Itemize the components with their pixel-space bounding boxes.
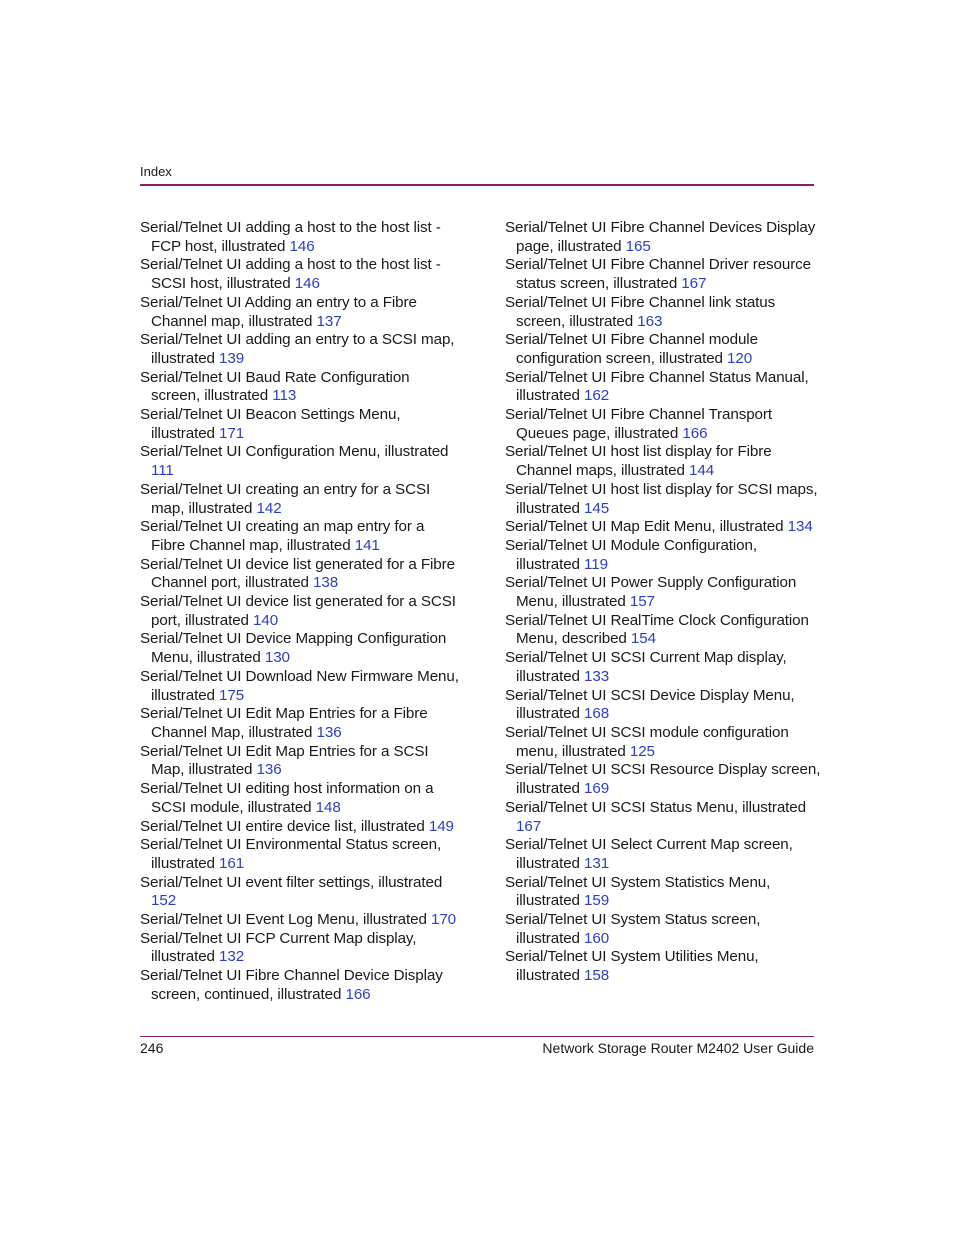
index-entry [505, 219, 823, 256]
index-page-link[interactable]: 131 [584, 854, 610, 872]
index-entry [505, 874, 823, 911]
index-page-link[interactable]: 136 [256, 761, 282, 779]
index-page-link[interactable]: 120 [727, 349, 753, 367]
index-page-link[interactable]: 165 [625, 237, 651, 255]
index-entry-text: Serial/Telnet UI Device Mapping Configuration Menu, illustrated [140, 630, 447, 667]
index-page-link[interactable]: 146 [289, 237, 315, 255]
index-entry [140, 780, 462, 817]
index-entry-text: Serial/Telnet UI SCSI Resource Display screen, illustrated [505, 761, 821, 798]
index-page-link[interactable]: 148 [315, 798, 341, 816]
index-page-link[interactable]: 111 [151, 462, 174, 480]
index-page-link[interactable]: 157 [629, 593, 655, 611]
index-entry [140, 911, 462, 930]
index-entry [505, 687, 823, 724]
index-page-link[interactable]: 149 [428, 817, 454, 835]
index-entry [140, 874, 462, 911]
index-page-link[interactable]: 140 [253, 611, 279, 629]
index-entry [505, 256, 823, 293]
index-entry [140, 743, 462, 780]
index-entry-text: Serial/Telnet UI host list display for SCSI maps, illustrated [505, 480, 818, 517]
index-entry-text: Serial/Telnet UI event filter settings, illustrated [140, 873, 443, 891]
index-entry [505, 369, 823, 406]
index-entry-text: Serial/Telnet UI editing host information on a SCSI module, illustrated [140, 780, 434, 816]
index-page-link[interactable]: 119 [584, 555, 608, 573]
index-entry-text: Serial/Telnet UI System Statistics Menu, illustrated [505, 873, 771, 910]
index-page-link[interactable]: 144 [689, 462, 715, 480]
index-entry-text: Serial/Telnet UI Power Supply Configuration Menu, illustrated [505, 574, 797, 611]
index-entry-text: Serial/Telnet UI host list display for Fibre Channel maps, illustrated [505, 443, 772, 480]
index-entry [140, 630, 462, 667]
index-entry-text: Serial/Telnet UI adding a host to the host list - FCP host, illustrated [140, 219, 441, 255]
index-entry [505, 518, 823, 537]
index-page-link[interactable]: 130 [264, 649, 290, 667]
index-entry [505, 537, 823, 574]
index-entry [505, 799, 823, 836]
index-entry-text: Serial/Telnet UI Fibre Channel Device Display screen, continued, illustrated [140, 967, 443, 1003]
index-entry [505, 481, 823, 518]
index-page-link[interactable]: 168 [584, 705, 610, 723]
index-entry [140, 219, 462, 256]
index-page-link[interactable]: 171 [219, 424, 245, 442]
index-entry-text: Serial/Telnet UI creating an map entry for a Fibre Channel map, illustrated [140, 518, 425, 554]
index-page-link[interactable]: 146 [294, 275, 320, 293]
index-page-link[interactable]: 136 [316, 723, 342, 741]
index-page-link[interactable]: 145 [584, 499, 610, 517]
index-entry [140, 818, 462, 837]
index-page-link[interactable]: 113 [272, 387, 297, 405]
index-entry-text: Serial/Telnet UI Fibre Channel Transport Queues page, illustrated [505, 406, 772, 442]
index-entry-text: Serial/Telnet UI device list generated for a SCSI port, illustrated [140, 593, 456, 629]
index-entry-text: Serial/Telnet UI Baud Rate Configuration screen, illustrated [140, 368, 410, 405]
index-page-link[interactable]: 161 [219, 854, 245, 872]
index-entry-text: Serial/Telnet UI SCSI module configuration menu, illustrated [505, 723, 789, 760]
index-column-left [140, 219, 462, 1005]
index-page-link[interactable]: 125 [629, 742, 655, 760]
index-entry [140, 556, 462, 593]
index-entry-text: Serial/Telnet UI Download New Firmware Menu, illustrated [140, 667, 459, 704]
index-entry [140, 967, 462, 1004]
index-entry-text: Serial/Telnet UI System Utilities Menu, illustrated [505, 948, 759, 985]
index-page-link[interactable]: 169 [584, 780, 610, 798]
index-page-link[interactable]: 162 [584, 387, 610, 405]
index-entry [505, 724, 823, 761]
index-entry [140, 406, 462, 443]
index-entry-text: Serial/Telnet UI Edit Map Entries for a Fibre Channel Map, illustrated [140, 705, 428, 741]
running-header: Index [140, 164, 172, 179]
index-entry-text: Serial/Telnet UI SCSI Current Map display, illustrated [505, 649, 787, 685]
index-column-right [505, 219, 823, 986]
index-entry [505, 331, 823, 368]
index-entry [140, 256, 462, 293]
index-entry-text: Serial/Telnet UI Environmental Status screen, illustrated [140, 836, 442, 872]
index-entry-text: Serial/Telnet UI Beacon Settings Menu, illustrated [140, 406, 401, 442]
index-page-link[interactable]: 134 [787, 518, 813, 536]
index-entry-text: Serial/Telnet UI Event Log Menu, illustrated [140, 911, 427, 929]
index-entry [140, 668, 462, 705]
index-entry [505, 443, 823, 480]
index-entry [505, 911, 823, 948]
index-entry-text: Serial/Telnet UI Configuration Menu, illustrated [140, 443, 449, 461]
index-entry [505, 612, 823, 649]
book-title: Network Storage Router M2402 User Guide [542, 1040, 814, 1056]
index-page-link[interactable]: 170 [430, 911, 457, 929]
index-entry [505, 649, 823, 686]
page-number: 246 [140, 1040, 164, 1056]
footer-rule [140, 1036, 814, 1037]
index-entry [140, 518, 462, 555]
index-page-link[interactable]: 160 [584, 929, 610, 947]
index-entry-text: Serial/Telnet UI Edit Map Entries for a SCSI Map, illustrated [140, 742, 429, 779]
index-page-link[interactable]: 159 [584, 892, 610, 910]
index-page-link[interactable]: 154 [630, 630, 656, 648]
header-rule [140, 184, 814, 186]
index-entry [505, 294, 823, 331]
index-entry-text: Serial/Telnet UI Module Configuration, illustrated [505, 536, 757, 573]
index-entry-text: Serial/Telnet UI RealTime Clock Configuration Menu, described [505, 611, 809, 648]
index-entry [140, 836, 462, 873]
index-entry-text: Serial/Telnet UI Fibre Channel Devices Display page, illustrated [505, 219, 816, 255]
index-entry [505, 761, 823, 798]
index-page-link[interactable]: 141 [354, 536, 380, 554]
index-page-link[interactable]: 163 [637, 312, 663, 330]
index-entry [140, 294, 462, 331]
index-entry-text: Serial/Telnet UI Fibre Channel Status Manual, illustrated [505, 368, 809, 405]
index-entry-text: Serial/Telnet UI creating an entry for a SCSI map, illustrated [140, 480, 431, 517]
index-page-link[interactable]: 152 [151, 892, 177, 910]
index-page-link[interactable]: 166 [345, 985, 371, 1003]
index-entry [140, 443, 462, 480]
index-entry-text: Serial/Telnet UI SCSI Status Menu, illustrated [505, 798, 806, 816]
index-entry [140, 369, 462, 406]
index-entry-text: Serial/Telnet UI SCSI Device Display Menu, illustrated [505, 686, 795, 723]
index-page-link[interactable]: 132 [219, 948, 245, 966]
index-entry [140, 481, 462, 518]
index-entry-text: Serial/Telnet UI Fibre Channel module configuration screen, illustrated [505, 331, 758, 367]
index-page-link[interactable]: 158 [584, 967, 610, 985]
index-entry-text: Serial/Telnet UI System Status screen, illustrated [505, 911, 761, 947]
index-entry-text: Serial/Telnet UI Map Edit Menu, illustrated [505, 518, 784, 536]
index-page-link[interactable]: 139 [219, 349, 245, 367]
index-page-link[interactable]: 175 [219, 686, 245, 704]
index-page-link[interactable]: 166 [682, 424, 708, 442]
index-page-link[interactable]: 167 [681, 275, 707, 293]
index-entry-text: Serial/Telnet UI FCP Current Map display, illustrated [140, 929, 417, 966]
index-page-link[interactable]: 137 [316, 312, 342, 330]
index-entry-text: Serial/Telnet UI adding an entry to a SCSI map, illustrated [140, 331, 455, 367]
index-entry [505, 574, 823, 611]
index-entry-text: Serial/Telnet UI Fibre Channel link status screen, illustrated [505, 293, 776, 330]
index-entry [505, 406, 823, 443]
index-entry [140, 331, 462, 368]
index-entry [505, 836, 823, 873]
index-entry-text: Serial/Telnet UI Adding an entry to a Fibre Channel map, illustrated [140, 293, 417, 330]
index-entry-text: Serial/Telnet UI Fibre Channel Driver resource status screen, illustrated [505, 256, 812, 293]
index-page-link[interactable]: 133 [584, 667, 610, 685]
index-entry [505, 948, 823, 985]
index-entry [140, 593, 462, 630]
index-page-link[interactable]: 138 [313, 574, 339, 592]
index-page-link[interactable]: 167 [516, 817, 542, 835]
index-page-link[interactable]: 142 [256, 499, 282, 517]
index-entry [140, 705, 462, 742]
index-entry-text: Serial/Telnet UI entire device list, illustrated [140, 817, 425, 835]
index-entry [140, 930, 462, 967]
index-entry-text: Serial/Telnet UI Select Current Map screen, illustrated [505, 836, 793, 872]
index-entry-text: Serial/Telnet UI adding a host to the host list - SCSI host, illustrated [140, 256, 441, 293]
index-entry-text: Serial/Telnet UI device list generated for a Fibre Channel port, illustrated [140, 555, 455, 592]
